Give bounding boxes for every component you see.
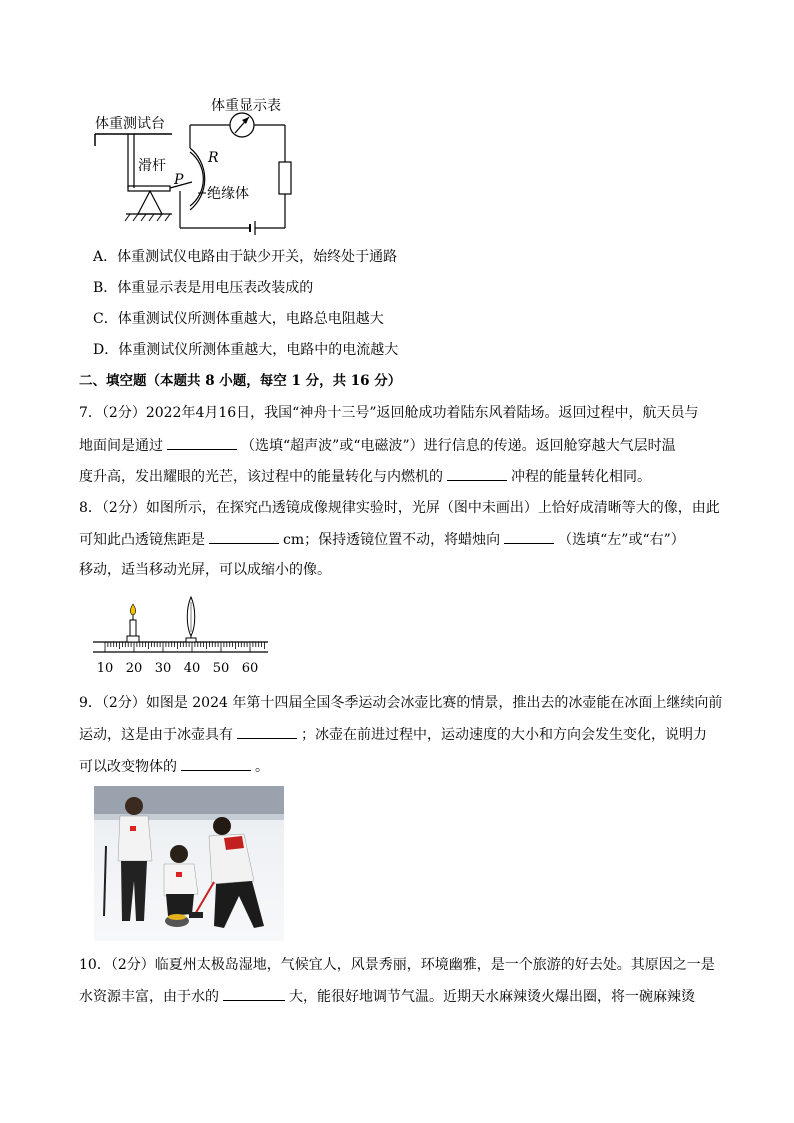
q8-line2: 可知此凸透镜焦距是 cm；保持透镜位置不动，将蜡烛向 （选填“左”或“右”） [79, 529, 685, 550]
ruler-label: 20 [125, 661, 143, 676]
p-label: P [174, 172, 184, 188]
circuit-diagram [80, 90, 310, 240]
q10-blank-1[interactable] [223, 986, 285, 1001]
q6-option-a: A．体重测试仪电路由于缺少开关，始终处于通路 [93, 249, 398, 265]
q8-blank-2[interactable] [504, 529, 554, 544]
q7-line2: 地面间是通过 （选填“超声波”或“电磁波”）进行信息的传递。返回舱穿越大气层时温 [79, 435, 676, 456]
section-title: 二、填空题（本题共 8 小题，每空 1 分，共 16 分） [79, 373, 402, 389]
q8-line1: 8．（2分）如图所示，在探究凸透镜成像规律实验时，光屏（图中未画出）上恰好成清晰等大的像，由此 [79, 500, 720, 516]
ruler-label: 10 [96, 661, 114, 676]
r-label: R [208, 150, 219, 166]
q10-line1: 10．（2分）临夏州太极岛湿地，气候宜人，风景秀丽，环境幽雅，是一个旅游的好去处。其原因之一是 [79, 957, 715, 973]
q7-blank-1[interactable] [167, 435, 237, 450]
insulator-label: 绝缘体 [207, 186, 249, 202]
q7-line3: 度升高，发出耀眼的光芒，该过程中的能量转化与内燃机的 冲程的能量转化相同。 [79, 466, 651, 487]
ruler-label: 40 [183, 661, 201, 676]
candle-icon [127, 604, 139, 642]
q6-option-c: C．体重测试仪所测体重越大，电路总电阻越大 [93, 311, 384, 327]
ruler-label: 50 [212, 661, 230, 676]
q8-blank-1[interactable] [209, 529, 279, 544]
curling-photo [94, 786, 284, 941]
optical-bench-figure [90, 592, 275, 677]
lens-icon [186, 597, 196, 642]
q9-blank-2[interactable] [181, 756, 251, 771]
q9-line1: 9．（2分）如图是 2024 年第十四届全国冬季运动会冰壶比赛的情景，推出去的冰壶能在冰面上继续向前 [79, 695, 723, 711]
q10-line2: 水资源丰富，由于水的 大，能很好地调节气温。近期天水麻辣烫火爆出圈，将一碗麻辣烫 [79, 986, 695, 1007]
q6-option-d: D．体重测试仪所测体重越大，电路中的电流越大 [93, 342, 399, 358]
q7-blank-2[interactable] [447, 466, 507, 481]
q8-line3: 移动，适当移动光屏，可以成缩小的像。 [79, 562, 331, 578]
platform-label: 体重测试台 [95, 116, 165, 132]
rod-label: 滑杆 [138, 158, 166, 174]
ruler-label: 60 [241, 661, 259, 676]
ruler-label: 30 [154, 661, 172, 676]
display-meter-label: 体重显示表 [211, 98, 281, 114]
q6-option-b: B．体重显示表是用电压表改装成的 [93, 280, 314, 296]
q9-line2: 运动，这是由于冰壶具有 ；冰壶在前进过程中，运动速度的大小和方向会发生变化，说明力 [79, 724, 707, 745]
q9-blank-1[interactable] [237, 724, 297, 739]
q9-line3: 可以改变物体的 。 [79, 756, 269, 777]
q7-line1: 7．（2分）2022年4月16日，我国“神舟十三号”返回舱成功着陆东风着陆场。返回过程中，航天员与 [79, 405, 699, 421]
